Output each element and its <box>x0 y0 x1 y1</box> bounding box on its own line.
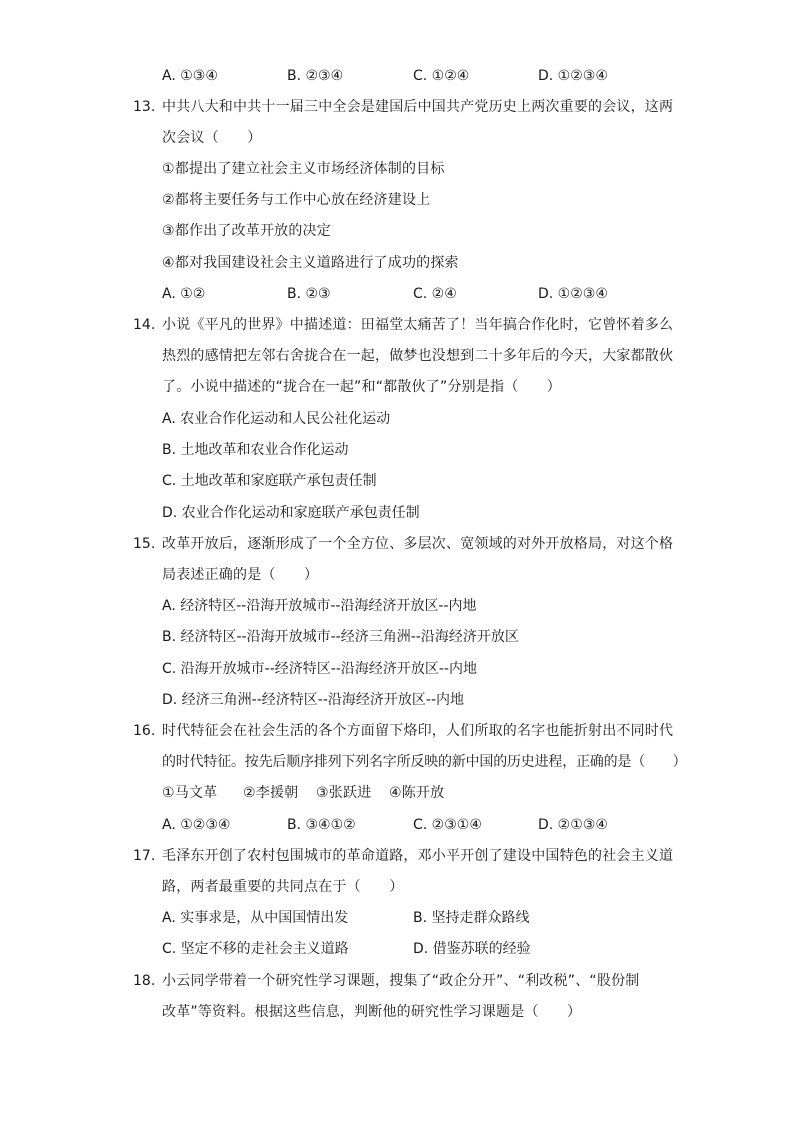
option-c[interactable]: C. 坚定不移的走社会主义道路 <box>162 941 349 957</box>
question-stem-line: 小说《平凡的世界》中描述道：田福堂太痛苦了！当年搞合作化时，它曾怀着多么 <box>162 317 674 333</box>
option-d[interactable]: D. ②①③④ <box>538 817 608 833</box>
question-number: 15. <box>133 536 156 552</box>
option-d[interactable]: D. 借鉴苏联的经验 <box>413 941 531 957</box>
option-d[interactable]: D. 经济三角洲--经济特区--沿海经济开放区--内地 <box>162 692 464 708</box>
option-a[interactable]: A. 农业合作化运动和人民公社化运动 <box>162 411 391 427</box>
name-item: ③张跃进 <box>316 785 372 801</box>
option-d[interactable]: D. ①②③④ <box>538 286 608 302</box>
option-a[interactable]: A. ①② <box>162 286 206 302</box>
option-c[interactable]: C. 沿海开放城市--经济特区--沿海经济开放区--内地 <box>162 661 477 677</box>
question-stem-line: 的时代特征。按先后顺序排列下列名字所反映的新中国的历史进程，正确的是（ ） <box>162 754 687 770</box>
question-number: 17. <box>133 848 156 864</box>
statement: ①都提出了建立社会主义市场经济体制的目标 <box>162 161 445 177</box>
option-c[interactable]: C. 土地改革和家庭联产承包责任制 <box>162 473 377 489</box>
option-c[interactable]: C. ②④ <box>413 286 457 302</box>
option-d[interactable]: D. ①②③④ <box>538 68 608 84</box>
option-b[interactable]: B. 经济特区--沿海开放城市--经济三角洲--沿海经济开放区 <box>162 629 519 645</box>
question-number: 18. <box>133 973 156 989</box>
question-number: 16. <box>133 723 156 739</box>
statement: ③都作出了改革开放的决定 <box>162 223 331 239</box>
question-stem-line: 次会议（ ） <box>162 130 262 146</box>
option-c[interactable]: C. ①②④ <box>413 68 470 84</box>
question-stem-line: 中共八大和中共十一届三中全会是建国后中国共产党历史上两次重要的会议，这两 <box>162 99 674 115</box>
option-d[interactable]: D. 农业合作化运动和家庭联产承包责任制 <box>162 505 420 521</box>
name-item: ①马文革 <box>162 785 218 801</box>
option-a[interactable]: A. ①③④ <box>162 68 218 84</box>
option-b[interactable]: B. ③④①② <box>287 817 356 833</box>
name-item: ②李援朝 <box>243 785 299 801</box>
question-stem-line: 热烈的感情把左邻右舍拢合在一起，做梦也没想到二十多年后的今天，大家都散伙 <box>162 348 674 364</box>
statement: ④都对我国建设社会主义道路进行了成功的探索 <box>162 255 459 271</box>
option-b[interactable]: B. ②③ <box>287 286 331 302</box>
question-stem-line: 局表述正确的是（ ） <box>162 567 319 583</box>
statement: ②都将主要任务与工作中心放在经济建设上 <box>162 192 431 208</box>
option-a[interactable]: A. 经济特区--沿海开放城市--沿海经济开放区--内地 <box>162 598 477 614</box>
question-stem-line: 时代特征会在社会生活的各个方面留下烙印，人们所取的名字也能折射出不同时代 <box>162 723 674 739</box>
question-number: 13. <box>133 99 156 115</box>
option-c[interactable]: C. ②③①④ <box>413 817 482 833</box>
question-stem-line: 改革开放后，逐渐形成了一个全方位、多层次、宽领域的对外开放格局，对这个格 <box>162 536 674 552</box>
option-a[interactable]: A. ①②③④ <box>162 817 231 833</box>
question-stem-line: 小云同学带着一个研究性学习课题，搜集了“政企分开”、“利改税”、“股份制 <box>162 973 640 989</box>
option-b[interactable]: B. 土地改革和农业合作化运动 <box>162 442 349 458</box>
name-item: ④陈开放 <box>389 785 445 801</box>
option-b[interactable]: B. 坚持走群众路线 <box>413 910 530 926</box>
question-stem-line: 路，两者最重要的共同点在于（ ） <box>162 879 404 895</box>
question-stem-line: 毛泽东开创了农村包围城市的革命道路，邓小平开创了建设中国特色的社会主义道 <box>162 848 674 864</box>
question-number: 14. <box>133 317 156 333</box>
question-stem-line: 改革”等资料。根据这些信息，判断他的研究性学习课题是（ ） <box>162 1004 582 1020</box>
question-stem-line: 了。小说中描述的“拢合在一起”和“都散伙了”分别是指（ ） <box>162 379 562 395</box>
option-a[interactable]: A. 实事求是，从中国国情出发 <box>162 910 349 926</box>
option-b[interactable]: B. ②③④ <box>287 68 344 84</box>
